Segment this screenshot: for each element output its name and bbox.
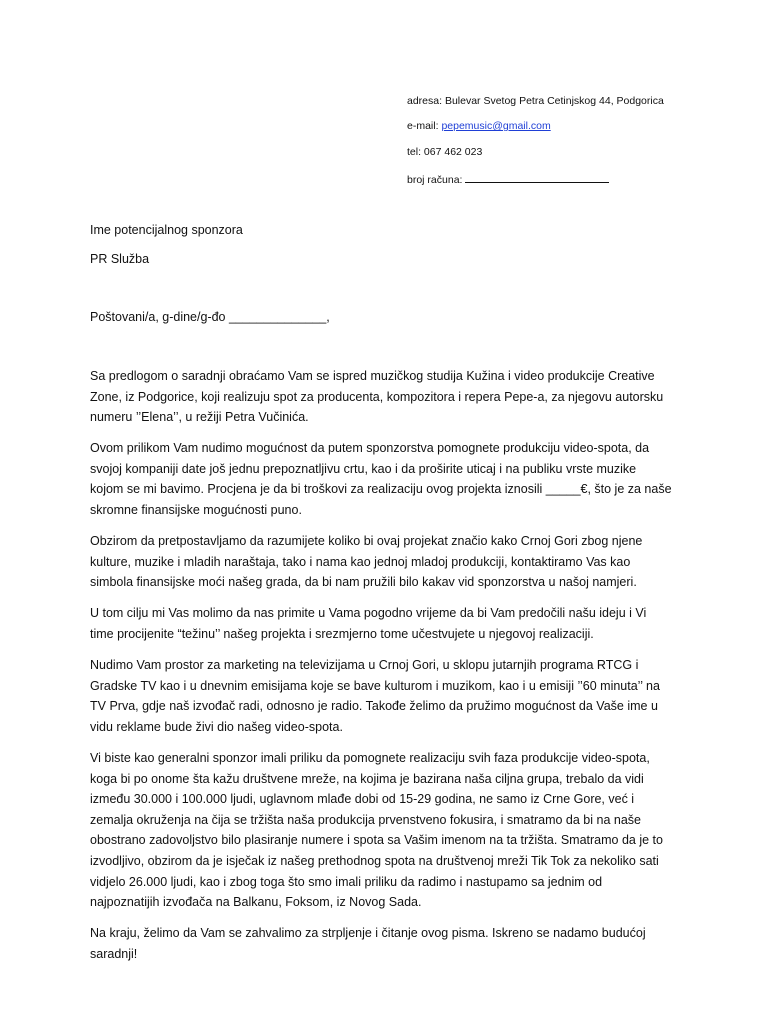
account-label: broj računa: bbox=[407, 174, 466, 186]
sender-email-line bbox=[407, 120, 551, 133]
sender-address: adresa: Bulevar Svetog Petra Cetinjskog 44, Podgorica bbox=[407, 95, 664, 107]
body-paragraph: Ovom prilikom Vam nudimo mogućnost da putem sponzorstva pomognete produkciju video-spota, da svojoj kompaniji date još jednu prepoznatljivu crtu, kao i da proširite uticaj i na publiku vrste muzike kojom se mi bavimo. Procjena je da bi troškovi za realizaciju ovog projekta iznosili _____€, što je za naše skromne finansijske mogućnosti puno. bbox=[90, 441, 672, 518]
body-paragraph: Obzirom da pretpostavljamo da razumijete koliko bi ovaj projekat značio kako Crnoj Gori zbog njene kulture, muzike i mladih naraštaja, tako i nama kao jednoj mladoj produkciji, kontaktiramo Vas kao simbola finansijske moći našeg grada, da bi nam pružili bilo kakav vid sponzorstva u našoj namjeri. bbox=[90, 534, 643, 590]
sender-account-line bbox=[407, 172, 609, 187]
body-paragraph: Vi biste kao generalni sponzor imali priliku da pomognete realizaciju svih faza produkcije video-spota, koga bi po onome šta kažu društvene mreže, na kojima je bazirana naša ciljna grupa, trebalo da vidi između 30.000 i 100.000 ljudi, uglavnom mlađe dobi od 15-29 godina, ne samo iz Crne Gore, već i zemalja okruženja na čija se tržišta naša produkcija prvenstveno fokusira, i smatramo da bi na naše obostrano zadovoljstvo bilo plasiranje numere i spota sa Vašim imenom na ta tržišta. Smatramo da je to izvodljivo, obzirom da je isječak iz našeg prethodnog spota na društvenoj mreži Tik Tok za nekoliko sati vidjelo 26.000 ljudi, kao i zbog toga što smo imali priliku da radimo i nastupamo sa jednim od najpoznatijih izvođača na Balkanu, Foksom, iz Novog Sada. bbox=[90, 751, 663, 910]
body-paragraph: Nudimo Vam prostor za marketing na televizijama u Crnoj Gori, u sklopu jutarnjih programa RTCG i Gradske TV kao i u dnevnim emisijama koje se bave kulturom i muzikom, kao i u emisiji ’’60 minuta’’ na TV Prva, gdje naš izvođač radi, odnosno je radio. Takođe želimo da pružimo mogućnost da Vaše ime u vidu reklame bude živi dio našeg video-spota. bbox=[90, 658, 660, 734]
body-paragraph: U tom cilju mi Vas molimo da nas primite u Vama pogodno vrijeme da bi Vam predočili našu ideju i Vi time procijenite “težinu’’ našeg projekta i srezmjerno tome učestvujete u njegovoj realizaciji. bbox=[90, 606, 647, 642]
email-link[interactable]: pepemusic@gmail.com bbox=[441, 120, 551, 132]
letter-body bbox=[90, 366, 684, 975]
sender-phone: tel: 067 462 023 bbox=[407, 146, 483, 158]
body-paragraph: Sa predlogom o saradnji obraćamo Vam se ispred muzičkog studija Kužina i video produkcije Creative Zone, iz Podgorice, koji realizuju spot za producenta, kompozitora i repera Pepe-a, za njegovu autorsku numeru ’’Elena’’, u režiji Petra Vučinića. bbox=[90, 369, 664, 425]
recipient-department: PR Služba bbox=[90, 252, 150, 266]
recipient-name: Ime potencijalnog sponzora bbox=[90, 223, 243, 237]
email-label: e-mail: bbox=[407, 120, 442, 132]
account-blank-line bbox=[465, 172, 609, 183]
salutation: Poštovani/a, g-dine/g-đo ______________, bbox=[90, 310, 330, 324]
body-paragraph: Na kraju, želimo da Vam se zahvalimo za strpljenje i čitanje ovog pisma. Iskreno se nadamo budućoj saradnji! bbox=[90, 926, 646, 961]
